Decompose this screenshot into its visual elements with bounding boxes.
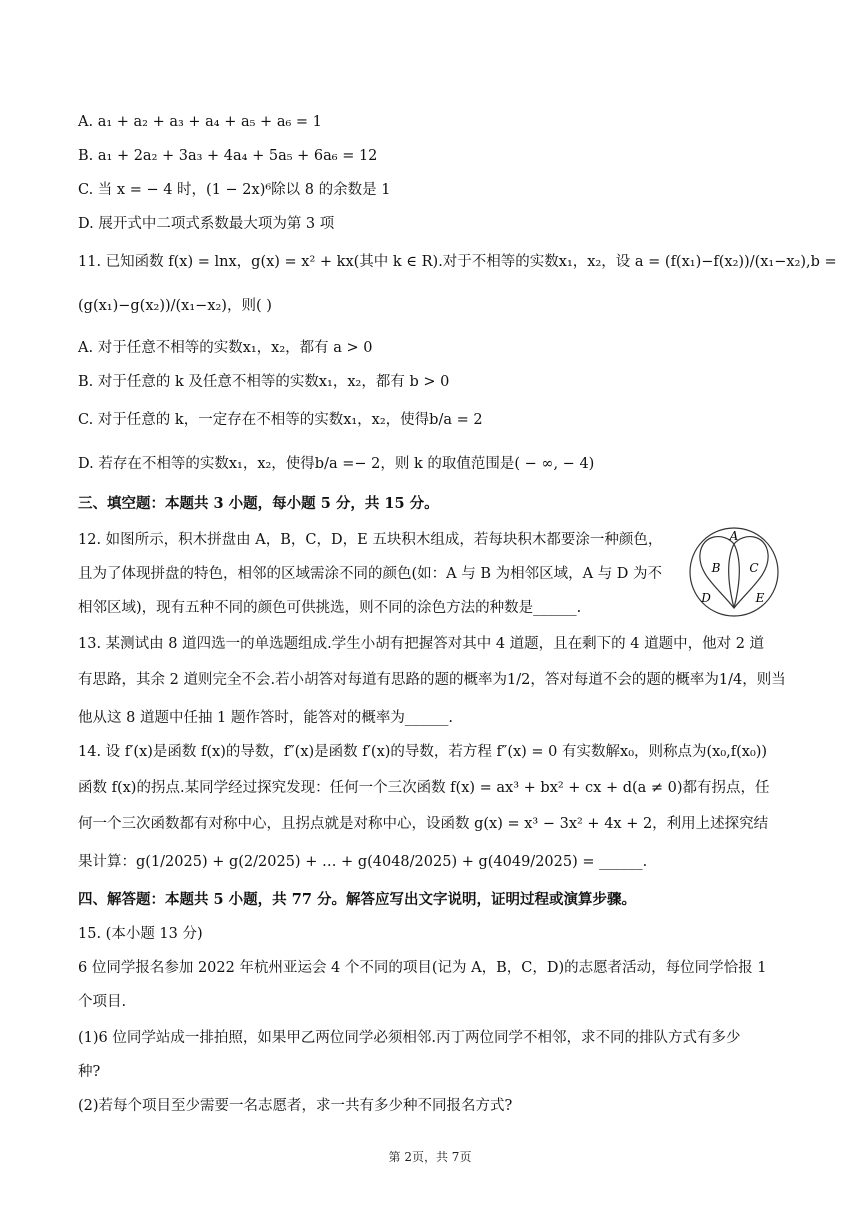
page-footer: 第 2页，共 7页	[388, 1150, 472, 1164]
q10-option-d: D. 展开式中二项式系数最大项为第 3 项	[78, 216, 335, 232]
q11-option-c: C. 对于任意的 k，一定存在不相等的实数x₁，x₂，使得b/a = 2	[78, 412, 483, 428]
figure-label-b: B	[711, 561, 721, 575]
q11-option-d: D. 若存在不相等的实数x₁，x₂，使得b/a =− 2，则 k 的取值范围是( − ∞, − 4)	[78, 456, 595, 472]
q11-option-b: B. 对于任意的 k 及任意不相等的实数x₁，x₂，都有 b > 0	[78, 374, 450, 390]
q14-line1: 14. 设 f′(x)是函数 f(x)的导数，f″(x)是函数 f′(x)的导数，若方程 f″(x) = 0 有实数解x₀，则称点为(x₀,f(x₀))	[78, 744, 768, 760]
q12-line3: 相邻区域)，现有五种不同的颜色可供挑选，则不同的涂色方法的种数是______.	[78, 600, 582, 616]
q15-line1: 6 位同学报名参加 2022 年杭州亚运会 4 个不同的项目(记为 A，B，C，D)的志愿者活动，每位同学恰报 1	[78, 960, 767, 976]
figure-label-c: C	[749, 561, 759, 575]
figure-label-a: A	[729, 529, 739, 543]
q10-option-c: C. 当 x = − 4 时，(1 − 2x)⁶除以 8 的余数是 1	[78, 182, 391, 198]
q13-line2: 有思路，其余 2 道则完全不会.若小胡答对每道有思路的题的概率为1/2，答对每道不会的题的概率为1/4，则当	[78, 672, 786, 688]
q15-part1-line1: (1)6 位同学站成一排拍照，如果甲乙两位同学必须相邻.丙丁两位同学不相邻，求不同的排队方式有多少	[78, 1030, 741, 1046]
q15-line2: 个项目.	[78, 994, 127, 1010]
q12-line1: 12. 如图所示，积木拼盘由 A，B，C，D，E 五块积木组成，若每块积木都要涂一种颜色，	[78, 532, 663, 548]
section-3-heading: 三、填空题：本题共 3 小题，每小题 5 分，共 15 分。	[78, 495, 439, 512]
q14-line4: 果计算：g(1/2025) + g(2/2025) + … + g(4048/2025) + g(4049/2025) = ______.	[78, 854, 648, 870]
q11-stem-line2: (g(x₁)−g(x₂))/(x₁−x₂)，则( )	[78, 298, 272, 314]
q13-line3: 他从这 8 道题中任抽 1 题作答时，能答对的概率为______.	[78, 710, 453, 726]
q12-line2: 且为了体现拼盘的特色，相邻的区域需涂不同的颜色(如：A 与 B 为相邻区域，A 与 D 为不	[78, 566, 663, 582]
q13-line1: 13. 某测试由 8 道四选一的单选题组成.学生小胡有把握答对其中 4 道题，且在剩下的 4 道题中，他对 2 道	[78, 636, 765, 652]
q15-header: 15. (本小题 13 分)	[78, 926, 203, 942]
q14-line3: 何一个三次函数都有对称中心，且拐点就是对称中心，设函数 g(x) = x³ − 3x² + 4x + 2，利用上述探究结	[78, 816, 769, 832]
q15-part1-line2: 种?	[78, 1064, 101, 1080]
q11-stem-line1: 11. 已知函数 f(x) = lnx，g(x) = x² + kx(其中 k ∈ R).对于不相等的实数x₁，x₂，设 a = (f(x₁)−f(x₂))/(x₁−x₂),b =	[78, 254, 837, 270]
q11-option-a: A. 对于任意不相等的实数x₁，x₂，都有 a > 0	[78, 340, 373, 356]
q10-option-a: A. a₁ + a₂ + a₃ + a₄ + a₅ + a₆ = 1	[78, 114, 322, 130]
q10-option-b: B. a₁ + 2a₂ + 3a₃ + 4a₄ + 5a₅ + 6a₆ = 12	[78, 148, 378, 164]
figure-label-e: E	[755, 591, 765, 605]
q15-part2: (2)若每个项目至少需要一名志愿者，求一共有多少种不同报名方式?	[78, 1098, 513, 1114]
block-puzzle-figure	[688, 526, 780, 618]
section-4-heading: 四、解答题：本题共 5 小题，共 77 分。解答应写出文字说明，证明过程或演算步骤。	[78, 891, 636, 908]
figure-label-d: D	[701, 591, 711, 605]
q14-line2: 函数 f(x)的拐点.某同学经过探究发现：任何一个三次函数 f(x) = ax³ + bx² + cx + d(a ≠ 0)都有拐点，任	[78, 780, 770, 796]
